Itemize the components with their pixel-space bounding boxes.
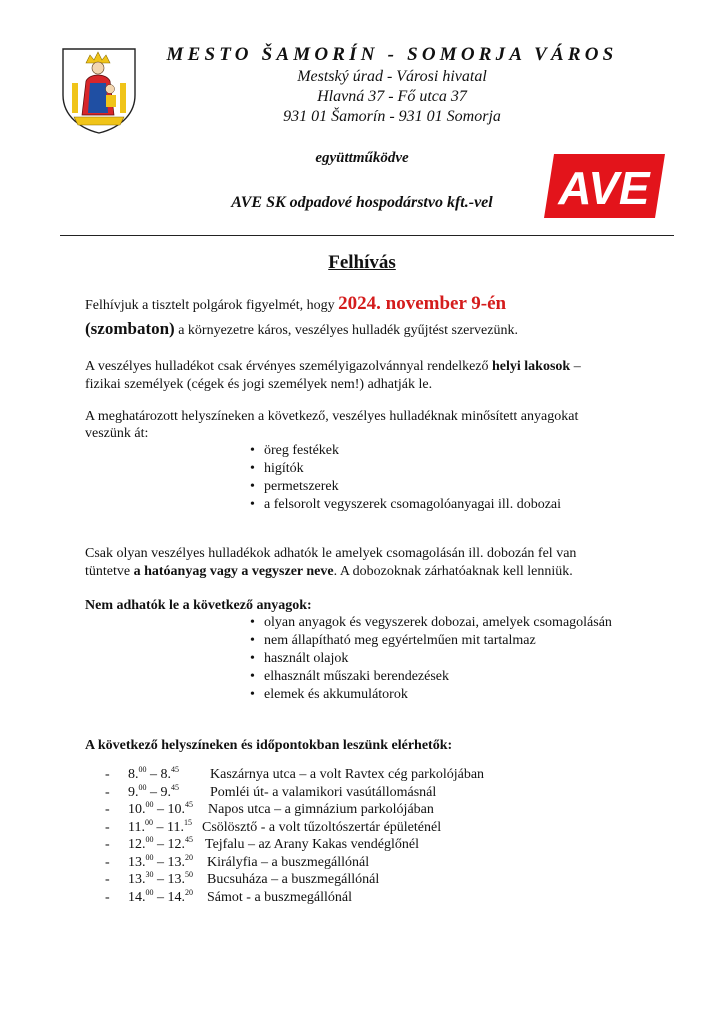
para4-text-2: . A dobozoknak zárhatóaknak kell lenniük. bbox=[333, 564, 573, 579]
office-street: Hlavná 37 - Fő utca 37 bbox=[317, 88, 467, 105]
time-range: 13.00 – 13.20 bbox=[128, 852, 193, 870]
para2-line-2: fizikai személyek (cégek és jogi személyek nem!) adhatják le. bbox=[85, 377, 433, 392]
list-item: • permetszerek bbox=[250, 478, 561, 496]
dash: - bbox=[105, 854, 110, 870]
header-divider bbox=[60, 235, 674, 236]
list-item-continuation-text: nem állapítható meg egyértelműen mit tartalmaz bbox=[264, 633, 536, 648]
location: Királyfia – a buszmegállónál bbox=[207, 854, 370, 870]
para3-line-2: veszünk át: bbox=[85, 426, 149, 441]
location: Tejfalu – az Arany Kakas vendéglőnél bbox=[205, 837, 419, 852]
para4-text: tüntetve bbox=[85, 564, 134, 579]
event-date: 2024. november 9-én bbox=[338, 293, 507, 314]
ave-logo-text: AVE bbox=[558, 162, 650, 214]
intro-text: Felhívjuk a tisztelt polgárok figyelmét, hogy bbox=[85, 298, 339, 313]
dash: - bbox=[105, 767, 110, 782]
city-title: MESTO ŠAMORÍN - SOMORJA VÁROS bbox=[166, 44, 618, 65]
not-accepted-list bbox=[250, 614, 612, 704]
list-item-continuation bbox=[250, 632, 612, 650]
para2-text: A veszélyes hulladékot csak érvényes személyigazolvánnyal rendelkező bbox=[85, 359, 493, 374]
dash: - bbox=[105, 819, 110, 835]
para4-line-1: Csak olyan veszélyes hulladékok adhatók le amelyek csomagolásán ill. dobozán fel van bbox=[85, 546, 577, 561]
partner-company: AVE SK odpadové hospodárstvo kft.-vel bbox=[231, 194, 493, 211]
dash: - bbox=[105, 802, 110, 817]
time-range: 8.00 – 8.45 bbox=[128, 765, 179, 782]
time-range: 9.00 – 9.45 bbox=[128, 782, 179, 800]
time-range: 11.00 – 11.15 bbox=[128, 817, 192, 835]
time-range: 14.00 – 14.20 bbox=[128, 887, 193, 905]
intro-line-2 bbox=[85, 318, 518, 342]
location: Kaszárnya utca – a volt Ravtex cég parkolójában bbox=[210, 767, 485, 782]
time-range: 10.00 – 10.45 bbox=[128, 800, 193, 817]
office-city: 931 01 Šamorín - 931 01 Somorja bbox=[283, 108, 501, 125]
location: Sámot - a buszmegállónál bbox=[207, 889, 353, 905]
page-heading: Felhívás bbox=[328, 252, 396, 273]
list-item: • higítók bbox=[250, 460, 561, 478]
time-range: 13.30 – 13.50 bbox=[128, 870, 193, 887]
dash: - bbox=[105, 872, 110, 887]
list-item: • a felsorolt vegyszerek csomagolóanyagai ill. dobozai bbox=[250, 496, 561, 514]
list-item: • öreg festékek bbox=[250, 442, 561, 460]
list-item: • olyan anyagok és vegyszerek dobozai, amelyek csomagolásán bbox=[250, 614, 612, 632]
not-accepted-title: Nem adhatók le a következő anyagok: bbox=[85, 598, 312, 613]
substance-name: a hatóanyag vagy a vegyszer neve bbox=[133, 564, 334, 579]
local-residents: helyi lakosok bbox=[492, 359, 571, 374]
location: Napos utca – a gimnázium parkolójában bbox=[208, 802, 434, 817]
list-item: • elhasznált műszaki berendezések bbox=[250, 668, 612, 686]
location: Pomléi út- a valamikori vasútállomásnál bbox=[210, 784, 437, 800]
list-item: • elemek és akkumulátorok bbox=[250, 686, 612, 704]
intro-text-2: a környezetre káros, veszélyes hulladék gyűjtést szervezünk. bbox=[174, 323, 518, 338]
intro-line-1 bbox=[85, 292, 506, 318]
para4-line-2 bbox=[85, 563, 573, 581]
location: Csölösztő - a volt tűzoltószertár épületénél bbox=[202, 819, 442, 835]
dash: - bbox=[105, 784, 110, 800]
dash: - bbox=[105, 889, 110, 905]
accepted-list bbox=[250, 442, 561, 514]
para2-line-1 bbox=[85, 358, 581, 376]
time-range: 12.00 – 12.45 bbox=[128, 835, 193, 852]
para3-line-1: A meghatározott helyszíneken a következő, veszélyes hulladéknak minősített anyagokat bbox=[85, 409, 579, 424]
location: Bucsuháza – a buszmegállónál bbox=[207, 872, 380, 887]
list-item: • használt olajok bbox=[250, 650, 612, 668]
dash: - bbox=[105, 837, 110, 852]
office-name: Mestský úrad - Városi hivatal bbox=[297, 68, 487, 85]
ave-logo bbox=[544, 154, 665, 218]
schedule-title: A következő helyszíneken és időpontokban leszünk elérhetők: bbox=[85, 738, 453, 753]
cooperation-line: együttműködve bbox=[315, 150, 409, 166]
para2-dash: – bbox=[570, 359, 581, 374]
event-day: (szombaton) bbox=[85, 319, 175, 338]
